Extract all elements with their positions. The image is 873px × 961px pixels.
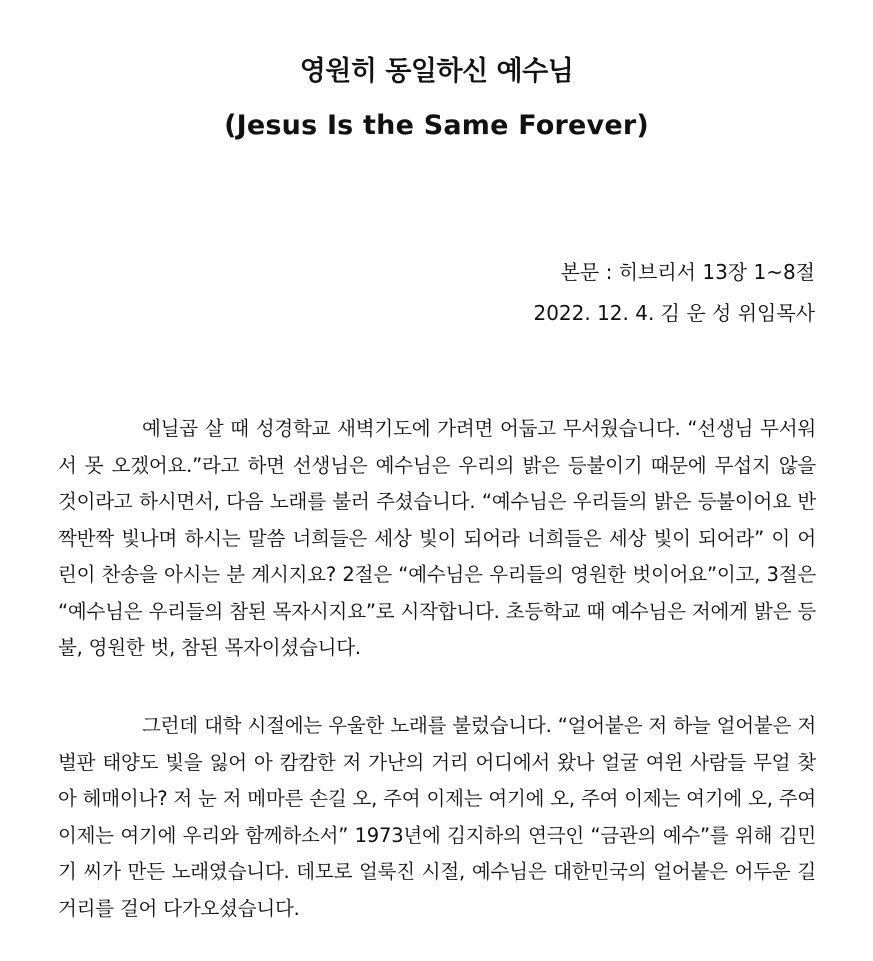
sermon-title-english: (Jesus Is the Same Forever)	[224, 110, 649, 141]
date-and-author: 2022. 12. 4. 김 운 성 위임목사	[533, 301, 815, 325]
body-paragraph-1: 예닐곱 살 때 성경학교 새벽기도에 가려면 어둡고 무서웠습니다. “선생님 무서워서 못 오겠어요.”라고 하면 선생님은 예수님은 우리의 밝은 등불이기 때문에 무섭지 않을 것이라고 하시면서, 다음 노래를 불러 주셨습니다. “예수님은 우리들의 밝은 등불이어요 반짝반짝 빛나며 하시는 말씀 너희들은 세상 빛이 되어라 너희들은 세상 빛이 되어라” 이 어린이 찬송을 아시는 분 계시지요? 2절은 “예수님은 우리들의 영원한 벗이어요”이고, 3절은 “예수님은 우리들의 참된 목자시지요”로 시작합니다. 초등학교 때 예수님은 저에게 밝은 등불, 영원한 벗, 참된 목자이셨습니다.	[58, 417, 816, 659]
sermon-title-korean: 영원히 동일하신 예수님	[299, 56, 574, 87]
scripture-reference: 본문 : 히브리서 13장 1~8절	[560, 260, 815, 284]
body-paragraph-2: 그런데 대학 시절에는 우울한 노래를 불렀습니다. “얼어붙은 저 하늘 얼어붙은 저 벌판 태양도 빛을 잃어 아 캄캄한 저 가난의 거리 어디에서 왔나 얼굴 여윈 사람들 무얼 찾아 헤매이나? 저 눈 저 메마른 손길 오, 주여 이제는 여기에 오, 주여 이제는 여기에 오, 주여 이제는 여기에 우리와 함께하소서” 1973년에 김지하의 연극인 “금관의 예수”를 위해 김민기 씨가 만든 노래였습니다. 데모로 얼룩진 시절, 예수님은 대한민국의 얼어붙은 어두운 길거리를 걸어 다가오셨습니다.	[58, 714, 816, 920]
